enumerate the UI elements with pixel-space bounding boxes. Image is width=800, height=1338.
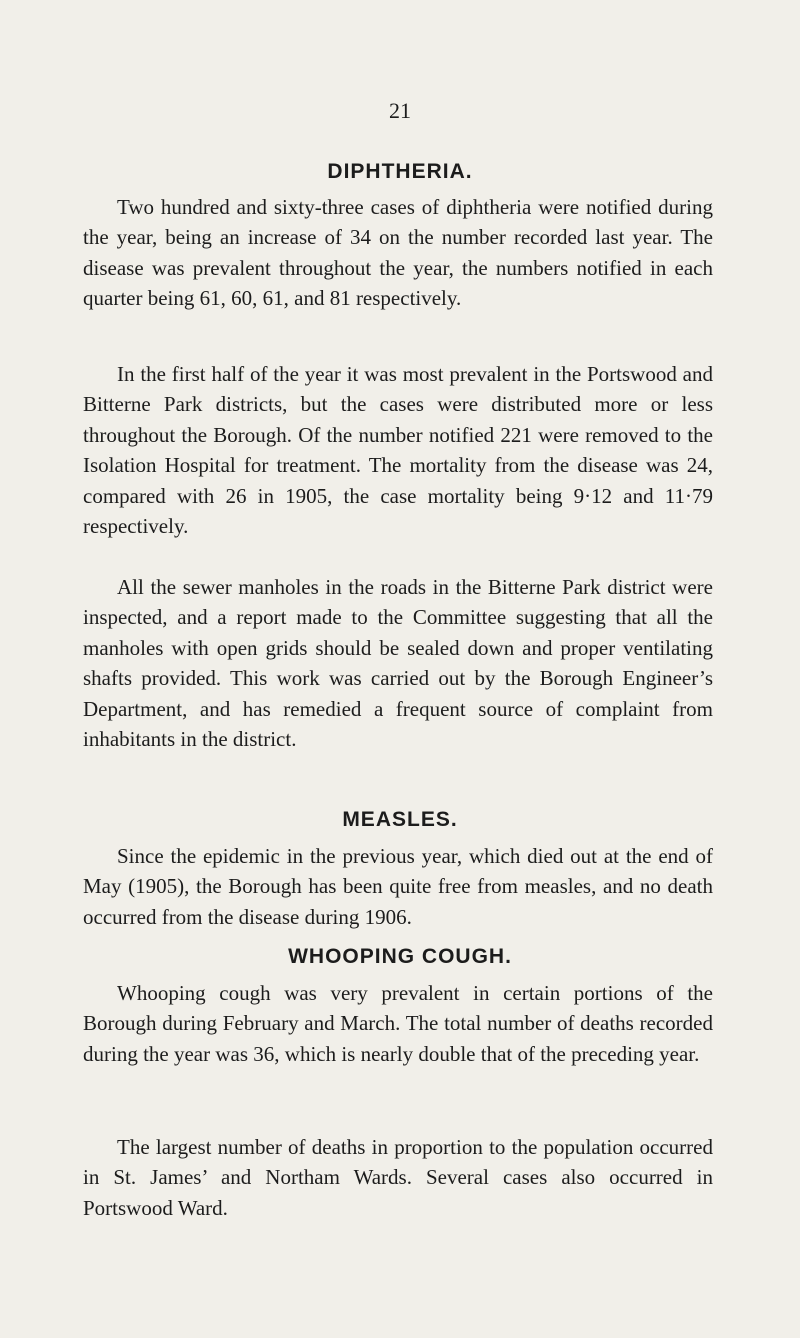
section-heading-whooping-cough: WHOOPING COUGH. xyxy=(288,945,512,968)
section-heading-measles: MEASLES. xyxy=(342,808,458,831)
page-number: 21 xyxy=(389,98,411,123)
paragraph: The largest number of deaths in proportion to the population occurred in St. James’ and Northam Wards. Several cases also occurred in Portswood Ward. xyxy=(83,1135,713,1220)
paragraph: In the first half of the year it was most prevalent in the Portswood and Bitterne Park districts, but the cases were distributed more or less throughout the Borough. Of the number notified 221 were removed to the Isolation Hospital for treatment. The mortality from the disease was 24, compared with 26 in 1905, the case mortality being 9·12 and 11·79 respectively. xyxy=(83,362,713,539)
section-heading-diphtheria: DIPHTHERIA. xyxy=(327,160,473,183)
paragraph: All the sewer manholes in the roads in the Bitterne Park district were inspected, and a report made to the Committee suggesting that all the manholes with open grids should be sealed down and proper ventilating shafts provided. This work was carried out by the Borough Engineer’s Department, and has remedied a frequent source of complaint from inhabitants in the district. xyxy=(83,575,713,752)
paragraph: Whooping cough was very prevalent in certain portions of the Borough during February and March. The total number of deaths recorded during the year was 36, which is nearly double that of the preceding year. xyxy=(83,981,713,1066)
paragraph: Two hundred and sixty-three cases of diphtheria were notified during the year, being an increase of 34 on the number recorded last year. The disease was prevalent throughout the year, the numbers notified in each quarter being 61, 60, 61, and 81 respectively. xyxy=(83,195,713,311)
paragraph: Since the epidemic in the previous year, which died out at the end of May (1905), the Borough has been quite free from measles, and no death occurred from the disease during 1906. xyxy=(83,844,713,929)
